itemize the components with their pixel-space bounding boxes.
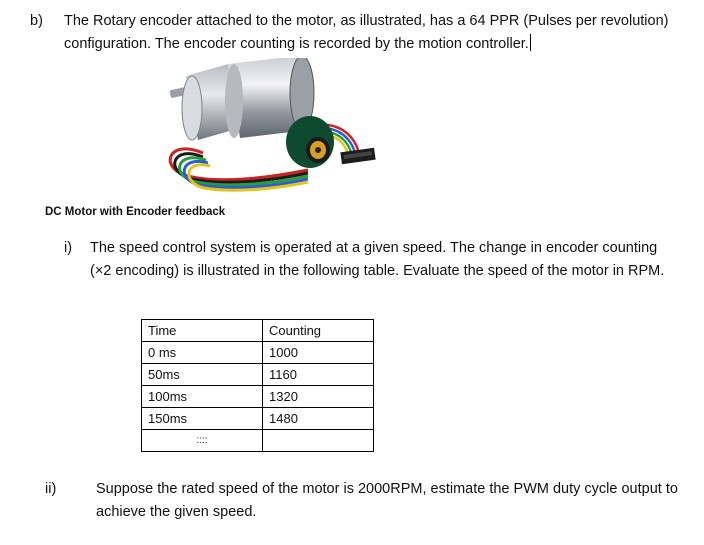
- question-b-label: b): [30, 13, 43, 29]
- table-row: [142, 430, 374, 452]
- table-cell-count: 1480: [263, 408, 374, 430]
- table-row: [142, 364, 374, 386]
- table-cell-time: 0 ms: [142, 342, 263, 364]
- motor-encoder-image: [158, 58, 398, 193]
- table-cell-count: 1320: [263, 386, 374, 408]
- encoder-count-table: [141, 319, 374, 452]
- table-cell-count: 1000: [263, 342, 374, 364]
- table-header-time: Time: [142, 320, 263, 342]
- table-continuation-marker: ::::: [142, 430, 263, 452]
- table-cell-count: 1160: [263, 364, 374, 386]
- table-header-counting: Counting: [263, 320, 374, 342]
- question-i-label: i): [64, 240, 73, 256]
- table-row: [142, 408, 374, 430]
- table-row: [142, 342, 374, 364]
- question-ii-text: Suppose the rated speed of the motor is 2000RPM, estimate the PWM duty cycle output to achieve the given speed.: [96, 481, 678, 520]
- figure-caption: DC Motor with Encoder feedback: [45, 206, 226, 218]
- text-cursor: [530, 34, 531, 51]
- table-cell-time: 100ms: [142, 386, 263, 408]
- table-row: [142, 386, 374, 408]
- table-cell-time: 50ms: [142, 364, 263, 386]
- question-ii-label: ii): [45, 481, 57, 497]
- question-i-text: The speed control system is operated at a given speed. The change in encoder counting (×2 encoding) is illustrated in the following table. Evaluate the speed of the motor in RPM.: [90, 240, 665, 279]
- question-b-text: [64, 10, 684, 56]
- question-b-body: The Rotary encoder attached to the motor, as illustrated, has a 64 PPR (Pulses per revolution) configuration. The encoder counting is recorded by the motion controller.: [64, 13, 669, 52]
- table-cell-empty: [263, 430, 374, 452]
- table-cell-time: 150ms: [142, 408, 263, 430]
- table-header-row: [142, 320, 374, 342]
